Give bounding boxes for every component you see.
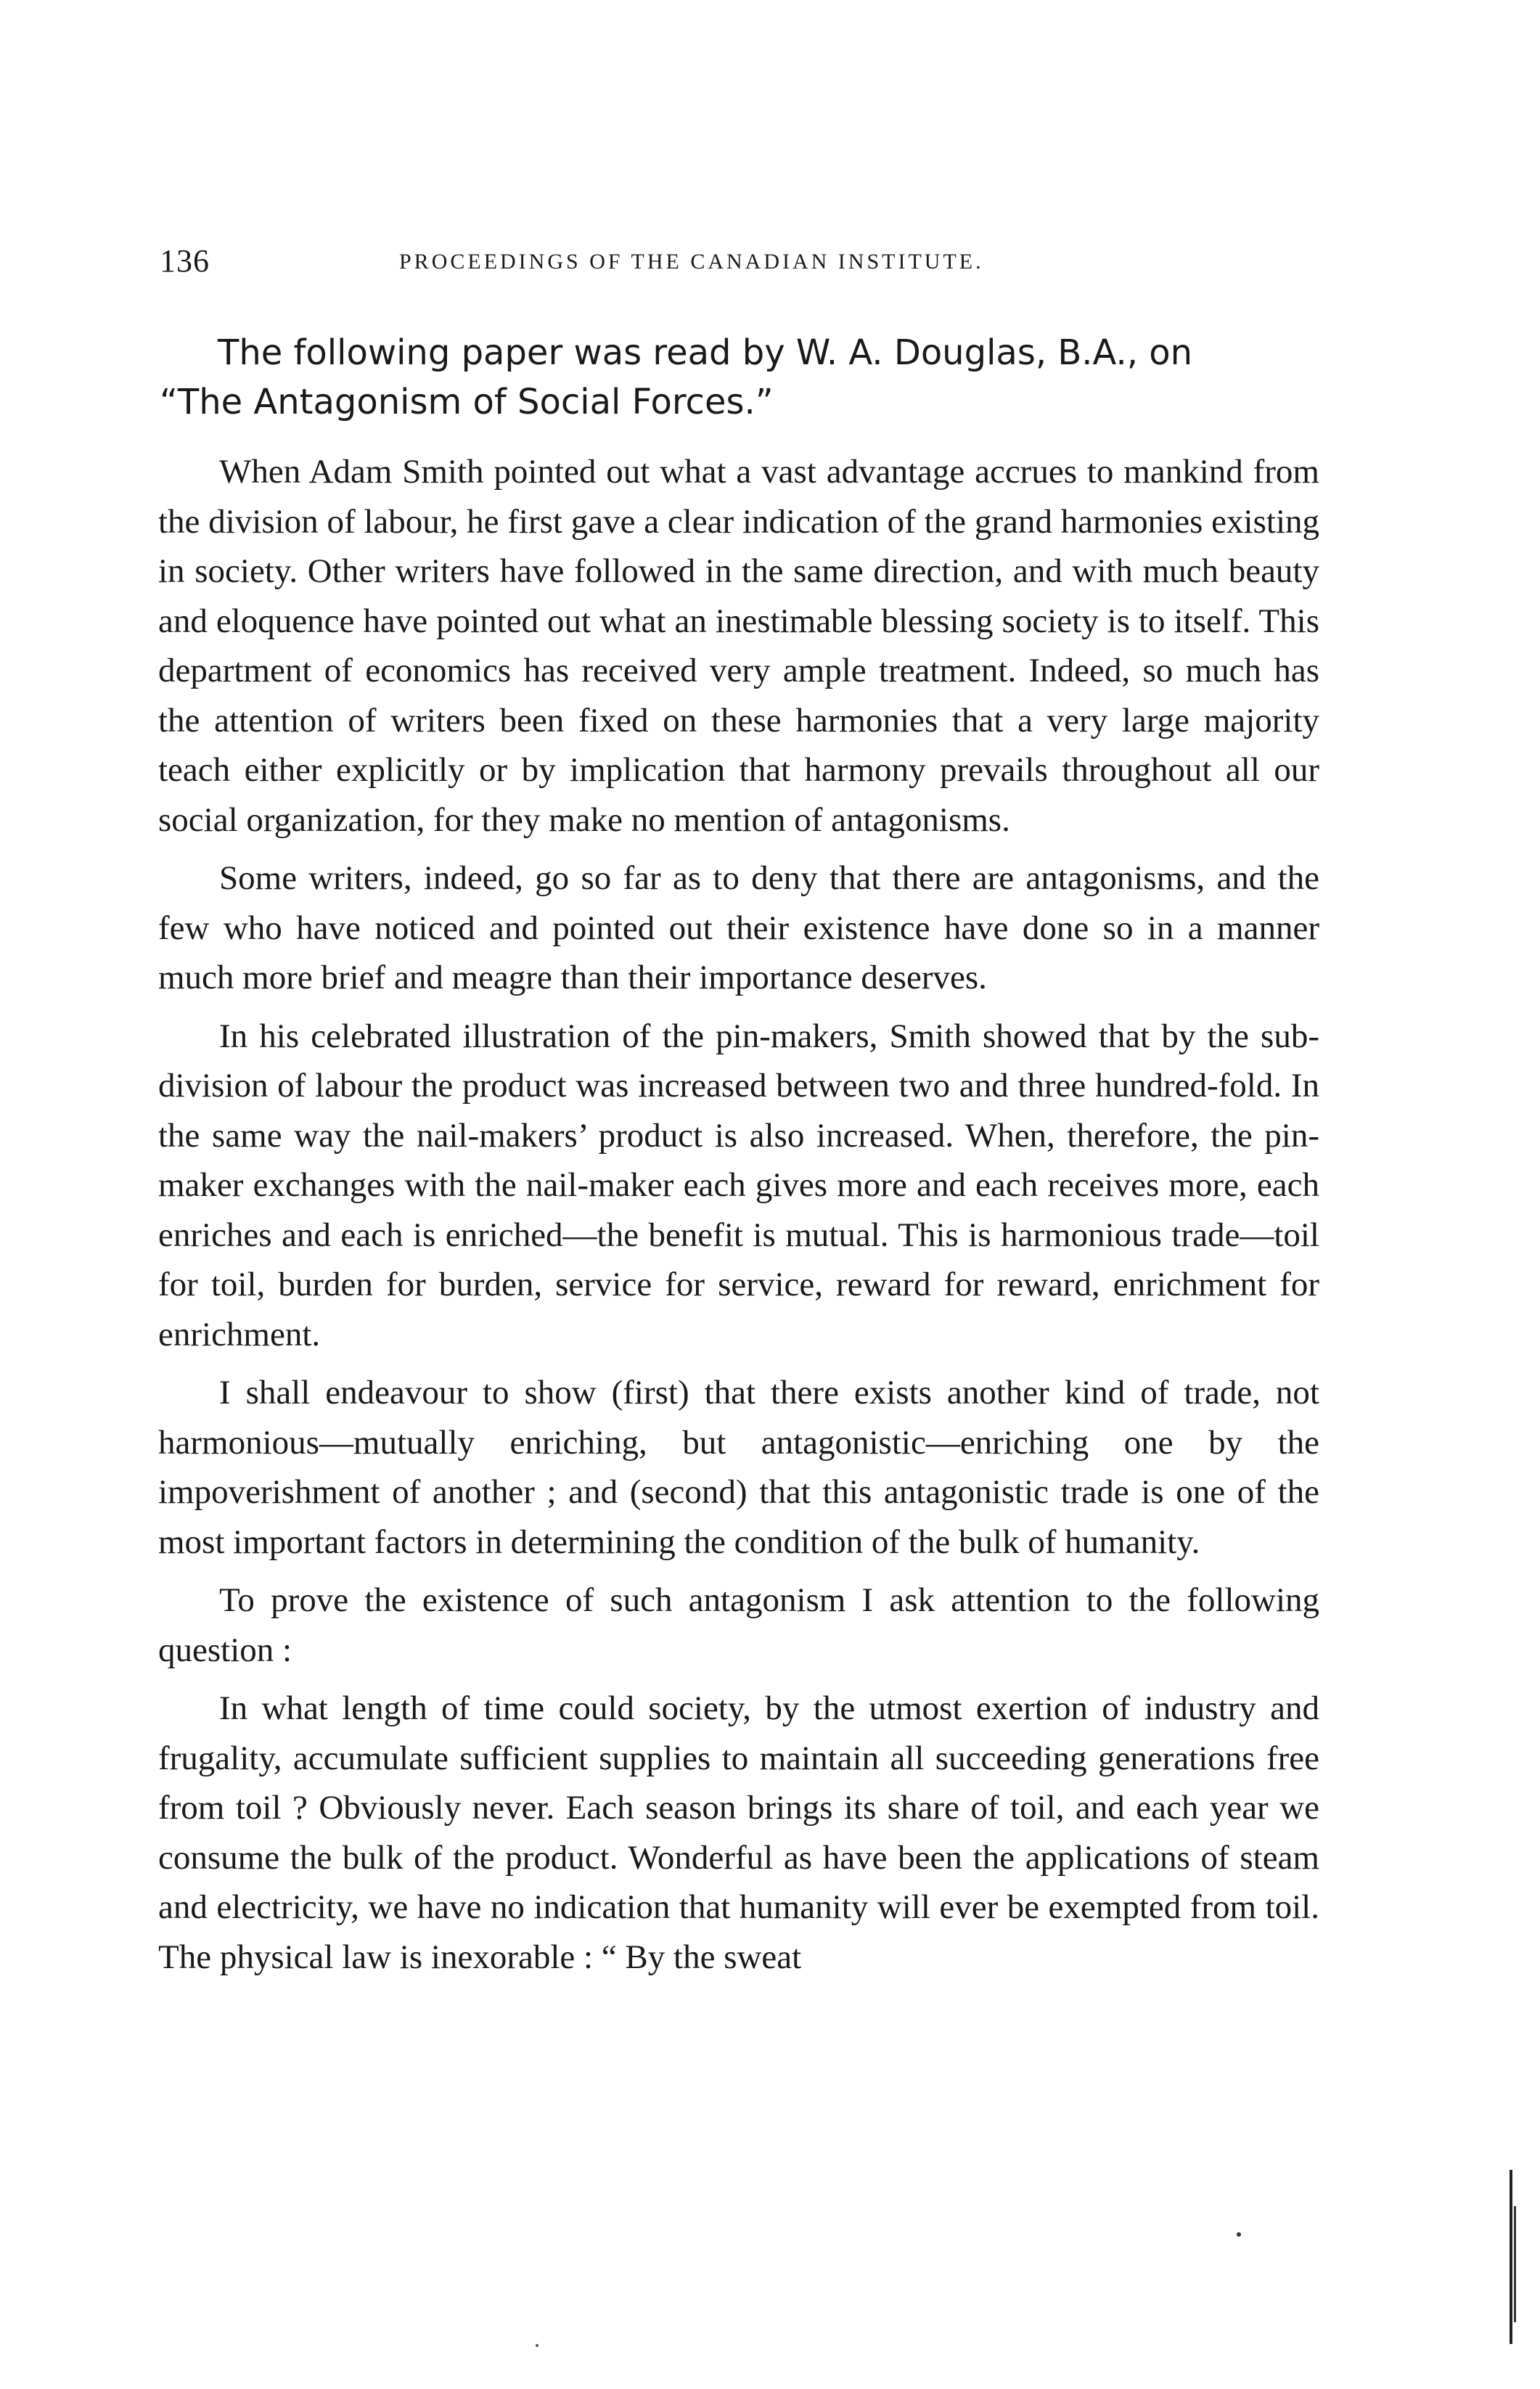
- paper-intro: [160, 328, 1339, 427]
- page-number: 136: [160, 243, 210, 279]
- paragraph-3: In his celebrated illustration of the pin-makers, Smith showed that by the sub-division of labour the product was increased between two and three hundred-fold. In the same way the nail-makers’ product is also increased. When, therefore, the pin-maker exchanges with the nail-maker each gives more and each receives more, each enriches and each is enriched—the benefit is mutual. This is harmonious trade—toil for toil, burden for burden, service for service, reward for reward, enrichment for enrichment.: [158, 1017, 1319, 1353]
- paragraph-6: In what length of time could society, by the utmost exertion of industry and frugality, accumulate sufficient supplies to maintain all succeeding generations free from toil ? Obviously never. Each season brings its share of toil, and each year we consume the bulk of the product. Wonderful as have been the applications of steam and electricity, we have no indication that humanity will ever be exempted from toil. The physical law is inexorable : “ By the sweat: [158, 1689, 1319, 1976]
- scan-edge-line: [1510, 2170, 1512, 2344]
- paragraph-5: To prove the existence of such antagonism I ask attention to the following question :: [158, 1581, 1319, 1669]
- intro-line-2: “The Antagonism of Social Forces.”: [160, 382, 774, 422]
- intro-line-1: The following paper was read by W. A. Douglas, B.A., on: [218, 332, 1193, 373]
- paragraph-2: Some writers, indeed, go so far as to deny that there are antagonisms, and the few who have noticed and pointed out their existence have done so in a manner much more brief and meagre than their importance deserves.: [158, 859, 1319, 996]
- scan-edge-line: [1514, 2206, 1516, 2322]
- print-speck: [1237, 2232, 1241, 2237]
- paragraph-1: When Adam Smith pointed out what a vast advantage accrues to mankind from the division of labour, he first gave a clear indication of the grand harmonies existing in society. Other writers have followed in the same direction, and with much beauty and eloquence have pointed out what an inestimable blessing society is to itself. This department of economics has received very ample treatment. Indeed, so much has the attention of writers been fixed on these harmonies that a very large majority teach either explicitly or by implication that harmony prevails throughout all our social organization, for they make no mention of antagonisms.: [158, 453, 1319, 839]
- body-text: [158, 447, 1319, 1991]
- paragraph-4: I shall endeavour to show (first) that there exists another kind of trade, not harmonious—mutually enriching, but antagonistic—enriching one by the impoverishment of another ; and (second) that this antagonistic trade is one of the most important factors in determining the condition of the bulk of humanity.: [158, 1374, 1319, 1561]
- journal-title: PROCEEDINGS OF THE CANADIAN INSTITUTE.: [399, 250, 984, 274]
- print-speck: [536, 2344, 538, 2347]
- running-head: [160, 239, 1314, 283]
